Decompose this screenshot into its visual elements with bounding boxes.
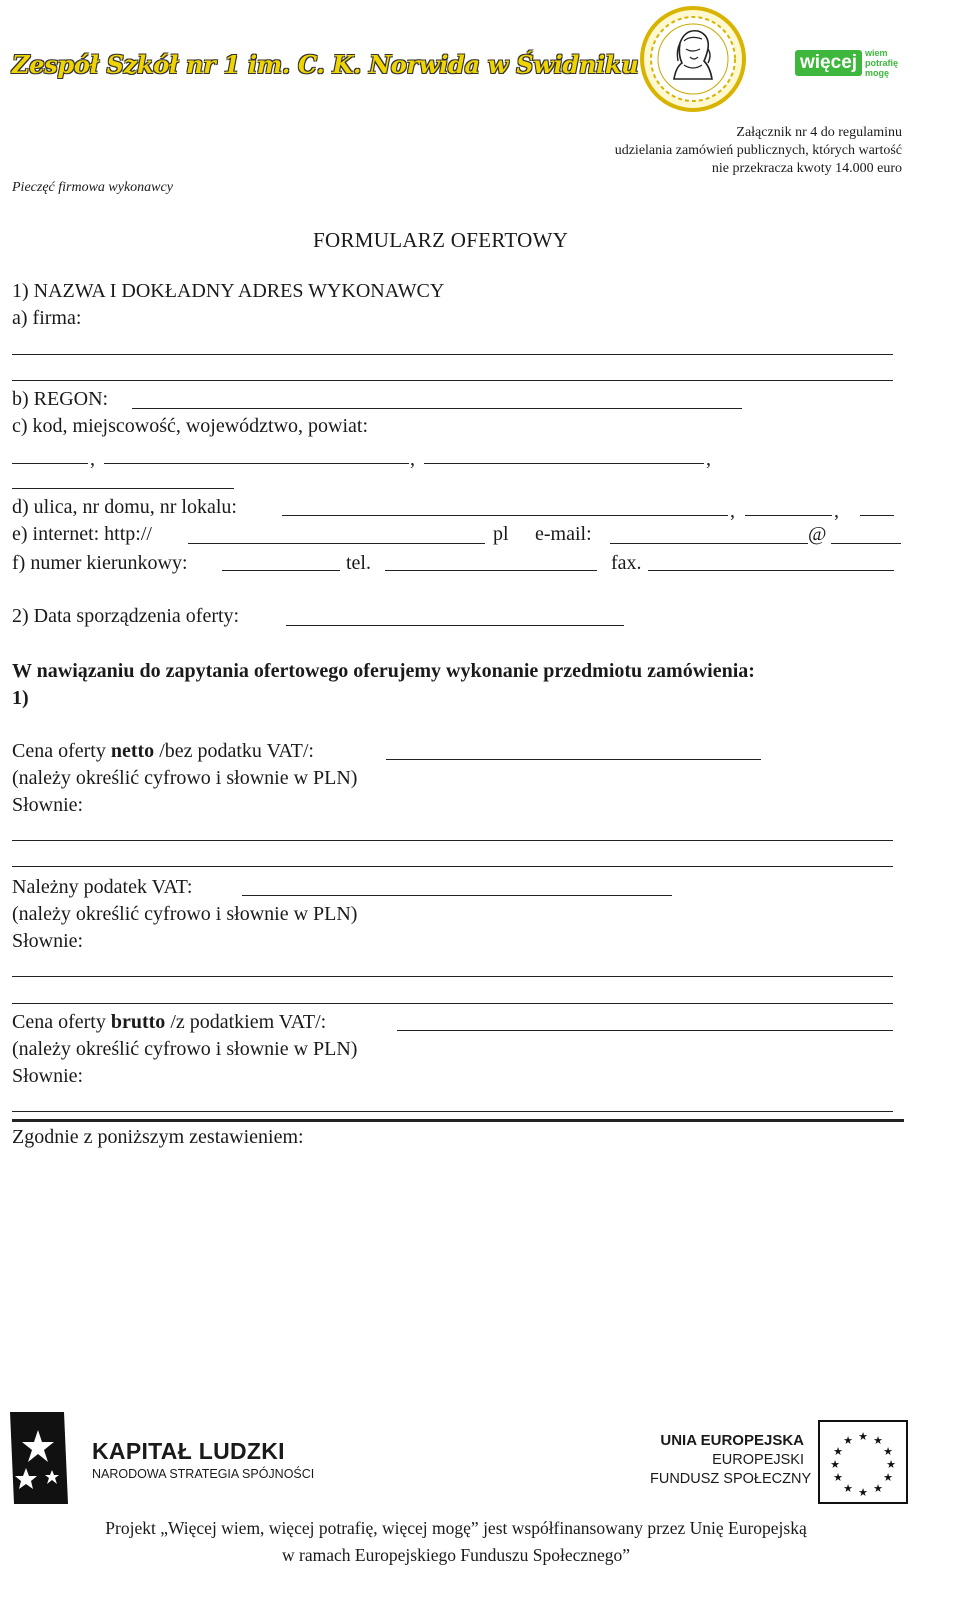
field-firma-line-1[interactable] — [12, 354, 893, 355]
form-title: FORMULARZ OFERTOWY — [313, 228, 569, 252]
section-2-date-label: 2) Data sporządzenia oferty: — [12, 605, 240, 627]
netto-bold: netto — [110, 740, 155, 762]
project-line-2: w ramach Europejskiego Funduszu Społecznego” — [282, 1545, 630, 1565]
field-house-number[interactable] — [745, 515, 832, 516]
label-address: c) kod, miejscowość, województwo, powiat: — [12, 415, 369, 437]
label-email: e-mail: — [535, 523, 592, 545]
label-pl: pl — [493, 523, 509, 545]
wiecej-logo-line-3: mogę — [865, 68, 890, 78]
field-fax[interactable] — [648, 570, 894, 571]
summary-label: Zgodnie z poniższym zestawieniem: — [12, 1126, 304, 1148]
field-netto-words-2[interactable] — [12, 866, 893, 867]
annex-line-1: Załącznik nr 4 do regulaminu — [736, 125, 902, 140]
email-at-sign: @ — [808, 523, 827, 545]
field-firma-line-2[interactable] — [12, 380, 893, 381]
netto-slownie-label: Słownie: — [12, 794, 84, 816]
brutto-slownie-label: Słownie: — [12, 1065, 84, 1087]
svg-text:★: ★ — [886, 1458, 896, 1471]
offer-intro: W nawiązaniu do zapytania ofertowego oferujemy wykonanie przedmiotu zamówienia: — [12, 660, 755, 682]
label-area-code: f) numer kierunkowy: — [12, 552, 188, 574]
svg-text:★: ★ — [873, 1434, 883, 1447]
brutto-bold: brutto — [110, 1011, 166, 1033]
ue-line-3: FUNDUSZ SPOŁECZNY — [650, 1471, 812, 1487]
kapital-ludzki-title: KAPITAŁ LUDZKI — [92, 1438, 285, 1464]
svg-text:★: ★ — [843, 1434, 853, 1447]
label-firma: a) firma: — [12, 307, 82, 329]
school-name: Zespół Szkół nr 1 im. C. K. Norwida w Świdniku — [12, 50, 639, 79]
vat-label: Należny podatek VAT: — [12, 876, 193, 898]
svg-text:★: ★ — [843, 1482, 853, 1495]
netto-note: (należy określić cyfrowo i słownie w PLN) — [12, 767, 358, 789]
eu-flag-icon — [818, 1420, 908, 1504]
brutto-note: (należy określić cyfrowo i słownie w PLN) — [12, 1038, 358, 1060]
annex-line-2: udzielania zamówień publicznych, których wartość — [614, 143, 902, 158]
field-area-code[interactable] — [222, 570, 340, 571]
stamp-label: Pieczęć firmowa wykonawcy — [12, 180, 173, 195]
section-1-heading: 1) NAZWA I DOKŁADNY ADRES WYKONAWCY — [12, 280, 445, 302]
wiecej-logo-line-2: potrafię — [865, 58, 899, 68]
field-offer-date[interactable] — [286, 625, 624, 626]
field-vat[interactable] — [242, 895, 672, 896]
netto-post: /bez podatku VAT/: — [154, 740, 314, 762]
field-vat-words-2[interactable] — [12, 1003, 893, 1004]
summary-divider — [12, 1119, 904, 1122]
svg-text:★: ★ — [833, 1445, 843, 1458]
field-netto-price[interactable] — [386, 759, 761, 760]
wiecej-logo — [795, 48, 905, 84]
label-tel: tel. — [346, 552, 371, 574]
field-voivodeship[interactable] — [424, 463, 704, 464]
wiecej-logo-line-1: wiem — [865, 48, 888, 58]
svg-text:★: ★ — [858, 1430, 868, 1443]
field-netto-words-1[interactable] — [12, 840, 893, 841]
field-vat-words-1[interactable] — [12, 976, 893, 977]
kapital-ludzki-subtitle: NARODOWA STRATEGIA SPÓJNOŚCI — [92, 1467, 315, 1481]
netto-pre: Cena oferty — [12, 740, 111, 762]
project-line-1: Projekt „Więcej wiem, więcej potrafię, więcej mogę” jest współfinansowany przez Unię Europejską — [105, 1518, 807, 1538]
field-postal-code[interactable] — [12, 463, 88, 464]
svg-text:★: ★ — [873, 1482, 883, 1495]
field-regon[interactable] — [132, 408, 742, 409]
field-brutto-price[interactable] — [397, 1030, 893, 1031]
label-fax: fax. — [611, 552, 642, 574]
address-sep-3: , — [706, 448, 711, 470]
brutto-post: /z podatkiem VAT/: — [165, 1011, 327, 1033]
label-regon: b) REGON: — [12, 388, 109, 410]
field-brutto-words[interactable] — [12, 1111, 893, 1112]
svg-text:★: ★ — [833, 1471, 843, 1484]
field-tel[interactable] — [385, 570, 597, 571]
netto-price-label — [12, 740, 314, 763]
field-email-user[interactable] — [610, 543, 808, 544]
svg-text:★: ★ — [883, 1445, 893, 1458]
vat-note: (należy określić cyfrowo i słownie w PLN) — [12, 903, 358, 925]
offer-item-number: 1) — [12, 687, 29, 709]
norwid-medallion-logo — [640, 5, 746, 113]
ue-line-2: EUROPEJSKI — [712, 1452, 804, 1468]
label-street: d) ulica, nr domu, nr lokalu: — [12, 496, 237, 518]
wiecej-logo-main: więcej — [795, 50, 862, 76]
svg-text:★: ★ — [883, 1471, 893, 1484]
brutto-price-label — [12, 1011, 326, 1034]
field-county[interactable] — [12, 488, 234, 489]
field-city[interactable] — [104, 463, 409, 464]
street-sep-1: , — [730, 500, 735, 522]
field-street[interactable] — [282, 515, 728, 516]
address-sep-2: , — [410, 448, 415, 470]
annex-line-3: nie przekracza kwoty 14.000 euro — [711, 161, 902, 176]
ue-line-1: UNIA EUROPEJSKA — [660, 1432, 804, 1449]
brutto-pre: Cena oferty — [12, 1011, 111, 1033]
field-website[interactable] — [188, 543, 485, 544]
svg-text:★: ★ — [858, 1486, 868, 1499]
label-internet: e) internet: http:// — [12, 523, 152, 545]
field-apartment-number[interactable] — [860, 515, 894, 516]
svg-text:★: ★ — [830, 1458, 840, 1471]
street-sep-2: , — [834, 500, 839, 522]
field-email-domain[interactable] — [831, 543, 901, 544]
address-sep-1: , — [90, 448, 95, 470]
vat-slownie-label: Słownie: — [12, 930, 84, 952]
kapital-ludzki-emblem — [8, 1410, 70, 1506]
